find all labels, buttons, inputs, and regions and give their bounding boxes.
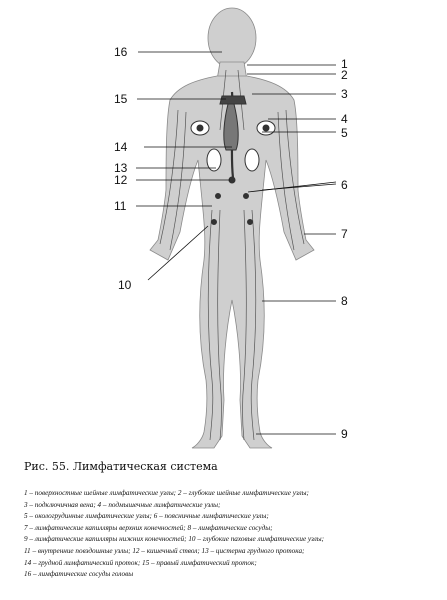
legend-line: 11 – внутренние повздошные узлы; 12 – кишечный ствол; 13 – цистерна грудного протока; xyxy=(24,546,305,555)
label-11: 11 xyxy=(114,199,127,213)
legend-line: 1 – поверхностные шейные лимфатические узлы; 2 – глубокие шейные лимфатические узлы; xyxy=(24,489,309,497)
label-13: 13 xyxy=(114,161,128,175)
label-14: 14 xyxy=(114,140,128,154)
label-5: 5 xyxy=(341,126,348,140)
label-12: 12 xyxy=(114,173,128,187)
legend-line: 9 – лимфатические капилляры нижних конечностей; 10 – глубокие паховые лимфатические узлы; xyxy=(24,535,325,544)
label-4: 4 xyxy=(341,112,348,126)
legend-line: 5 – окологрудинные лимфатические узлы; 6 – поясничные лимфатические узлы; xyxy=(24,512,269,521)
label-16: 16 xyxy=(114,45,128,59)
legend-line: 7 – лимфатические капилляры верхних конечностей; 8 – лимфатические сосуды; xyxy=(24,523,273,532)
label-6: 6 xyxy=(341,178,348,192)
label-7: 7 xyxy=(341,227,348,241)
legend-line: 14 – грудной лимфатический проток; 15 – правый лимфатический проток; xyxy=(24,558,257,567)
legend-line: 3 – подключичная вена; 4 – подмышечные лимфатические узлы; xyxy=(24,500,221,509)
label-2: 2 xyxy=(341,68,348,82)
figure-legend xyxy=(24,488,439,581)
label-3: 3 xyxy=(341,87,348,101)
label-1: 1 xyxy=(341,57,348,71)
label-10: 10 xyxy=(118,278,132,292)
legend-line: 16 – лимфатические сосуды головы xyxy=(24,570,134,579)
label-9: 9 xyxy=(341,427,348,441)
label-15: 15 xyxy=(114,92,128,106)
figure-caption: Рис. 55. Лимфатическая система xyxy=(24,460,218,473)
label-8: 8 xyxy=(341,294,348,308)
